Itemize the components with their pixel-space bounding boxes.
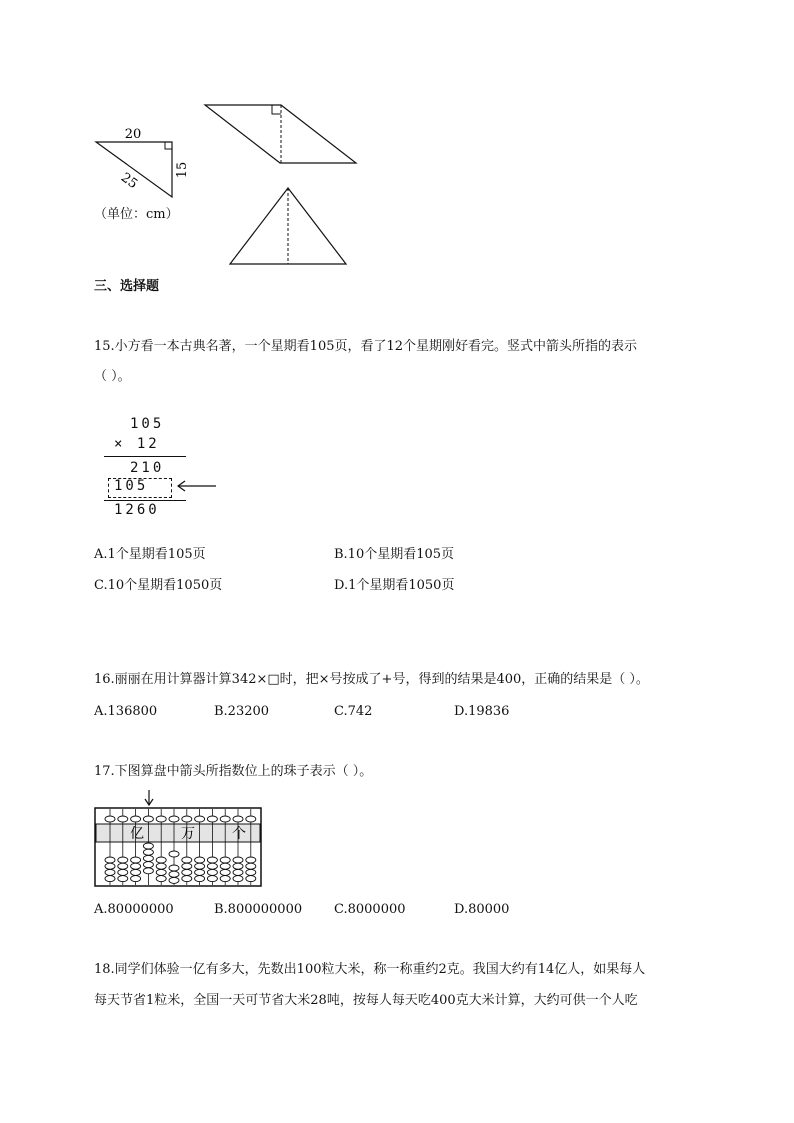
geometry-figures: [0, 0, 400, 275]
abacus-lower-bead: [195, 857, 205, 863]
parallelogram-figure: [205, 105, 356, 163]
abacus-upper-bead: [246, 816, 256, 822]
abacus-figure: [90, 788, 266, 892]
q15-option-c[interactable]: C.10个星期看1050页: [94, 578, 223, 593]
abacus-lower-bead: [182, 863, 192, 869]
q15-stem-line1: 15.小方看一本古典名著，一个星期看105页，看了12个星期刚好看完。竖式中箭头所指的表示: [94, 339, 638, 354]
abacus-lower-bead: [246, 863, 256, 869]
abacus-lower-bead: [118, 857, 128, 863]
abacus-lower-bead: [131, 869, 141, 875]
calc-multiplicand: 105: [130, 416, 165, 432]
abacus-lower-bead: [233, 863, 243, 869]
q17-option-c[interactable]: C.8000000: [334, 902, 406, 917]
abacus-lower-bead: [220, 876, 230, 882]
abacus-lower-bead: [118, 863, 128, 869]
abacus-lower-bead: [143, 855, 153, 861]
abacus-upper-bead: [131, 816, 141, 822]
abacus-lower-bead: [233, 857, 243, 863]
q16-option-d[interactable]: D.19836: [454, 704, 510, 719]
abacus-lower-bead: [182, 857, 192, 863]
abacus-lower-bead: [246, 857, 256, 863]
abacus-lower-bead: [169, 851, 179, 857]
abacus-lower-bead: [246, 869, 256, 875]
abacus-lower-bead: [105, 876, 115, 882]
triangle-right-label: 15: [175, 161, 190, 179]
abacus-lower-bead: [105, 863, 115, 869]
isosceles-triangle-figure: [230, 188, 346, 264]
abacus-upper-bead: [195, 816, 205, 822]
abacus-lower-bead: [156, 876, 166, 882]
q17-stem: 17.下图算盘中箭头所指数位上的珠子表示（ ）。: [94, 764, 373, 779]
q17-option-d[interactable]: D.80000: [454, 902, 510, 917]
right-triangle-figure: [96, 127, 190, 197]
abacus-lower-bead: [131, 863, 141, 869]
q15-stem-line2: （ ）。: [94, 369, 131, 384]
abacus-lower-bead: [207, 863, 217, 869]
calc-partial2: 105: [114, 478, 149, 494]
abacus-lower-bead: [169, 865, 179, 871]
abacus-lower-bead: [131, 857, 141, 863]
abacus-lower-bead: [233, 876, 243, 882]
calc-multiplier: × 12: [114, 436, 160, 452]
q18-stem-line1: 18.同学们体验一亿有多大，先数出100粒大米，称一称重约2克。我国大约有14亿人，如果每人: [94, 962, 646, 977]
abacus-upper-bead: [182, 816, 192, 822]
abacus-lower-bead: [233, 869, 243, 875]
q18-stem-line2: 每天节省1粒米，全国一天可节省大米28吨，按每人每天吃400克大米计算，大约可供一个人吃: [94, 993, 638, 1008]
abacus-lower-bead: [195, 863, 205, 869]
abacus-label-ge: 个: [232, 826, 246, 842]
vertical-multiplication: [100, 412, 230, 522]
abacus-lower-bead: [207, 876, 217, 882]
abacus-lower-bead: [105, 869, 115, 875]
abacus-lower-bead: [143, 868, 153, 874]
abacus-lower-bead: [207, 857, 217, 863]
abacus-upper-bead: [207, 816, 217, 822]
abacus-upper-bead: [118, 816, 128, 822]
q16-stem: 16.丽丽在用计算器计算342×□时，把×号按成了+号，得到的结果是400，正确的结果是（ ）。: [94, 672, 649, 687]
abacus-lower-bead: [195, 869, 205, 875]
abacus-lower-bead: [246, 876, 256, 882]
q17-option-b[interactable]: B.800000000: [214, 902, 303, 917]
triangle-hypotenuse-label: 25: [117, 170, 141, 193]
abacus-lower-bead: [195, 876, 205, 882]
abacus-upper-bead: [233, 816, 243, 822]
abacus-upper-bead: [105, 816, 115, 822]
abacus-upper-bead: [220, 816, 230, 822]
abacus-lower-bead: [143, 849, 153, 855]
section-title: 三、选择题: [94, 279, 160, 294]
abacus-lower-bead: [169, 871, 179, 877]
abacus-lower-bead: [118, 876, 128, 882]
abacus-lower-bead: [182, 869, 192, 875]
abacus-lower-bead: [169, 877, 179, 883]
q15-option-d[interactable]: D.1个星期看1050页: [334, 578, 455, 593]
abacus-lower-bead: [143, 843, 153, 849]
abacus-lower-bead: [207, 869, 217, 875]
q15-option-b[interactable]: B.10个星期看105页: [334, 547, 455, 562]
abacus-lower-bead: [156, 857, 166, 863]
unit-note: （单位：cm）: [94, 207, 179, 222]
abacus-lower-bead: [105, 857, 115, 863]
abacus-lower-bead: [220, 869, 230, 875]
q16-option-c[interactable]: C.742: [334, 704, 373, 719]
abacus-lower-bead: [156, 863, 166, 869]
calc-result: 1260: [114, 502, 160, 518]
abacus-lower-bead: [156, 869, 166, 875]
abacus-lower-bead: [220, 863, 230, 869]
abacus-lower-bead: [182, 876, 192, 882]
triangle-top-label: 20: [124, 127, 142, 142]
abacus-lower-bead: [220, 857, 230, 863]
q16-option-a[interactable]: A.136800: [94, 704, 158, 719]
calc-line-1: [104, 456, 186, 457]
abacus-label-wan: 万: [181, 826, 195, 842]
q15-option-a[interactable]: A.1个星期看105页: [94, 547, 206, 562]
abacus-lower-bead: [118, 869, 128, 875]
abacus-upper-bead: [156, 816, 166, 822]
calc-partial1: 210: [130, 460, 165, 476]
q17-option-a[interactable]: A.80000000: [94, 902, 174, 917]
arrow-down-icon: [145, 790, 153, 805]
abacus-lower-bead: [143, 862, 153, 868]
arrow-left-icon: [174, 478, 220, 494]
abacus-upper-bead: [143, 816, 153, 822]
abacus-upper-bead: [169, 816, 179, 822]
abacus-lower-bead: [131, 876, 141, 882]
abacus-label-yi: 亿: [130, 826, 144, 842]
q16-option-b[interactable]: B.23200: [214, 704, 270, 719]
calc-line-2: [104, 500, 186, 501]
